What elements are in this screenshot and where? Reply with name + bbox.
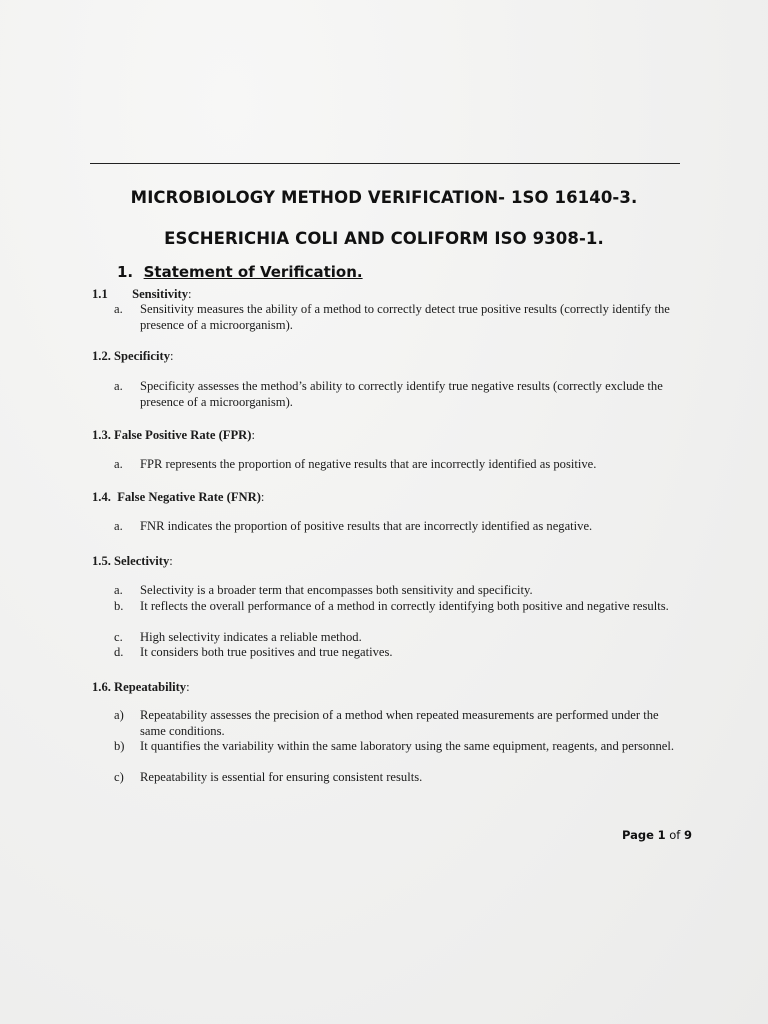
subsection-1-1-number: 1.1 [92, 287, 108, 301]
document-title: MICROBIOLOGY METHOD VERIFICATION- 1SO 16140-3. [130, 188, 638, 207]
section-heading [117, 263, 363, 281]
subsection-1-5-heading: 1.5. Selectivity: [92, 554, 173, 568]
section-number: 1. [117, 263, 134, 281]
item-text: It quantifies the variability within the same laboratory using the same equipment, reagents, and personnel. [140, 739, 675, 753]
item-text: Sensitivity measures the ability of a method to correctly detect true positive results (correctly identify the presence of a microorganism). [140, 302, 670, 332]
item-label: a. [114, 583, 123, 597]
item-text: Repeatability assesses the precision of a method when repeated measurements are performed under the same conditions. [140, 708, 659, 738]
item-text: It considers both true positives and true negatives. [140, 645, 393, 659]
item-label: a. [114, 457, 123, 471]
item-label: b. [114, 599, 124, 613]
subsection-1-1-heading: 1.1 Sensitivity: [92, 287, 192, 301]
item-text: FPR represents the proportion of negative results that are incorrectly identified as positive. [140, 457, 597, 471]
top-rule [90, 163, 680, 164]
item-text: High selectivity indicates a reliable method. [140, 630, 362, 644]
item-label: b) [114, 739, 125, 753]
item-text: It reflects the overall performance of a method in correctly identifying both positive and negative results. [140, 599, 669, 613]
item-text: Selectivity is a broader term that encompasses both sensitivity and specificity. [140, 583, 533, 597]
item-label: a. [114, 302, 123, 316]
item-label: d. [114, 645, 124, 659]
item-label: c) [114, 770, 124, 784]
item-text: Specificity assesses the method’s ability to correctly identify true negative results (correctly exclude the presence of a microorganism). [140, 379, 663, 409]
subsection-1-1-title: Sensitivity [132, 287, 189, 301]
subsection-1-3-heading: 1.3. False Positive Rate (FPR): [92, 428, 255, 442]
item-label: a) [114, 708, 124, 722]
item-text: FNR indicates the proportion of positive results that are incorrectly identified as negative. [140, 519, 593, 533]
subsection-1-6-heading: 1.6. Repeatability: [92, 680, 190, 694]
document-subtitle: ESCHERICHIA COLI AND COLIFORM ISO 9308-1. [164, 229, 604, 248]
item-label: a. [114, 379, 123, 393]
subsection-1-2-heading: 1.2. Specificity: [92, 349, 174, 363]
item-label: c. [114, 630, 123, 644]
item-text: Repeatability is essential for ensuring consistent results. [140, 770, 423, 784]
item-label: a. [114, 519, 123, 533]
subsection-1-4-heading: 1.4. False Negative Rate (FNR): [92, 490, 265, 504]
page-number: Page 1 of 9 [622, 828, 693, 842]
section-title: Statement of Verification. [143, 263, 363, 281]
